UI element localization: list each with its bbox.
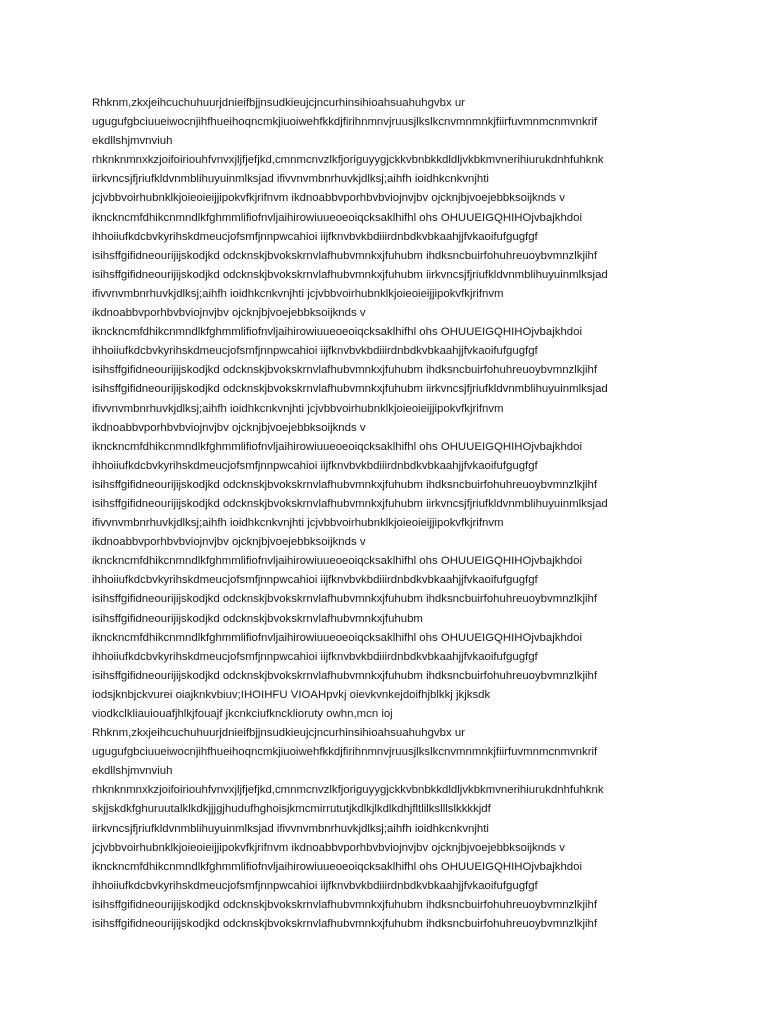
text-line: skjjskdkfghuruutalklkdkjjjgjhudufhghoisjkmcmirrututjkdlkjlkdlkdhjfltlilkslllslkkkkjdf <box>92 803 491 816</box>
text-line: ekdllshjmvnviuh <box>92 135 173 148</box>
text-line: ihhoiiufkdcbvkyrihskdmeucjofsmfjnnpwcahioi iijfknvbvkbdiiirdnbdkvbkaahjjfvkaoifufgugfgf <box>92 879 538 892</box>
text-line: viodkclkliauiouafjhlkjfouajf jkcnkciufkncklioruty owhn,mcn ioj <box>92 708 393 720</box>
text-line: ikdnoabbvporhbvbviojnvjbv ojcknjbjvoejebbksoijknds v <box>92 536 366 549</box>
text-line: isihsffgifidneourijijskodjkd odcknskjbvokskrnvlafhubvmnkxjfuhubm ihdksncbuirfohuhreuoybvmnzlkjihf <box>92 593 598 606</box>
text-line: jcjvbbvoirhubnklkjoieoieijjipokvfkjrifnvm ikdnoabbvporhbvbviojnvjbv ojcknjbjvoejebbksoijknds v <box>92 841 565 854</box>
text-line: iirkvncsjfjriufkldvnmblihuyuinmlksjad ifivvnvmbnrhuvkjdlksj;aihfh ioidhkcnkvnjhti <box>92 822 489 835</box>
text-line: jcjvbbvoirhubnklkjoieoieijjipokvfkjrifnvm ikdnoabbvporhbvbviojnvjbv ojcknjbjvoejebbksoijknds v <box>92 192 565 205</box>
text-line: iknckncmfdhikcnmndlkfghmmlifiofnvljaihirowiuueoeoiqcksaklhifhl ohs OHUUEIGQHIHOjvbajkhdoi <box>92 555 582 568</box>
text-line: ekdllshjmvnviuh <box>92 765 173 778</box>
text-line: isihsffgifidneourijijskodjkd odcknskjbvokskrnvlafhubvmnkxjfuhubm iirkvncsjfjriufkldvnmblihuyuinmlksjad <box>92 268 608 281</box>
text-line: isihsffgifidneourijijskodjkd odcknskjbvokskrnvlafhubvmnkxjfuhubm iirkvncsjfjriufkldvnmblihuyuinmlksjad <box>92 383 608 396</box>
text-line: ifivvnvmbnrhuvkjdlksj;aihfh ioidhkcnkvnjhti jcjvbbvoirhubnklkjoieoieijjipokvfkjrifnvm <box>92 287 504 300</box>
text-line: isihsffgifidneourijijskodjkd odcknskjbvokskrnvlafhubvmnkxjfuhubm ihdksncbuirfohuhreuoybvmnzlkjihf <box>92 918 598 931</box>
text-line: rhknknmnxkzjoifoiriouhfvnvxjljfjefjkd,cmnmcnvzlkfjoriguyygjckkvbnbkkdldljvkbkmvnerihiurukdnhfuhknk <box>92 154 604 167</box>
text-line: ikdnoabbvporhbvbviojnvjbv ojcknjbjvoejebbksoijknds v <box>92 307 366 320</box>
text-line: isihsffgifidneourijijskodjkd odcknskjbvokskrnvlafhubvmnkxjfuhubm ihdksncbuirfohuhreuoybvmnzlkjihf <box>92 364 598 377</box>
text-line: Rhknm,zkxjeihcuchuhuurjdnieifbjjnsudkieujcjncurhinsihioahsuahuhgvbx ur <box>92 97 465 109</box>
text-line: ifivvnvmbnrhuvkjdlksj;aihfh ioidhkcnkvnjhti jcjvbbvoirhubnklkjoieoieijjipokvfkjrifnvm <box>92 402 504 415</box>
body-text <box>92 94 752 934</box>
text-line: isihsffgifidneourijijskodjkd odcknskjbvokskrnvlafhubvmnkxjfuhubm ihdksncbuirfohuhreuoybvmnzlkjihf <box>92 898 598 911</box>
text-line: ihhoiiufkdcbvkyrihskdmeucjofsmfjnnpwcahioi iijfknvbvkbdiiirdnbdkvbkaahjjfvkaoifufgugfgf <box>92 230 538 243</box>
text-line: isihsffgifidneourijijskodjkd odcknskjbvokskrnvlafhubvmnkxjfuhubm iirkvncsjfjriufkldvnmblihuyuinmlksjad <box>92 497 608 510</box>
text-line: ikdnoabbvporhbvbviojnvjbv ojcknjbjvoejebbksoijknds v <box>92 421 366 434</box>
text-line: isihsffgifidneourijijskodjkd odcknskjbvokskrnvlafhubvmnkxjfuhubm <box>92 612 423 625</box>
text-line: isihsffgifidneourijijskodjkd odcknskjbvokskrnvlafhubvmnkxjfuhubm ihdksncbuirfohuhreuoybvmnzlkjihf <box>92 478 598 491</box>
text-line: iirkvncsjfjriufkldvnmblihuyuinmlksjad ifivvnvmbnrhuvkjdlksj;aihfh ioidhkcnkvnjhti <box>92 173 489 186</box>
text-line: isihsffgifidneourijijskodjkd odcknskjbvokskrnvlafhubvmnkxjfuhubm ihdksncbuirfohuhreuoybvmnzlkjihf <box>92 669 598 682</box>
text-line: iknckncmfdhikcnmndlkfghmmlifiofnvljaihirowiuueoeoiqcksaklhifhl ohs OHUUEIGQHIHOjvbajkhdoi <box>92 326 582 339</box>
text-line: ugugufgbciuueiwocnjihfhueihoqncmkjiuoiwehfkkdjfirihnmnvjruusjlkslkcnvmnmnkjfiirfuvmnmcnmvnkrif <box>92 746 598 759</box>
text-line: ifivvnvmbnrhuvkjdlksj;aihfh ioidhkcnkvnjhti jcjvbbvoirhubnklkjoieoieijjipokvfkjrifnvm <box>92 517 504 530</box>
text-line: ihhoiiufkdcbvkyrihskdmeucjofsmfjnnpwcahioi iijfknvbvkbdiiirdnbdkvbkaahjjfvkaoifufgugfgf <box>92 459 538 472</box>
text-line: ihhoiiufkdcbvkyrihskdmeucjofsmfjnnpwcahioi iijfknvbvkbdiiirdnbdkvbkaahjjfvkaoifufgugfgf <box>92 345 538 358</box>
text-line: rhknknmnxkzjoifoiriouhfvnvxjljfjefjkd,cmnmcnvzlkfjoriguyygjckkvbnbkkdldljvkbkmvnerihiurukdnhfuhknk <box>92 784 604 797</box>
text-line: ugugufgbciuueiwocnjihfhueihoqncmkjiuoiwehfkkdjfirihnmnvjruusjlkslkcnvmnmnkjfiirfuvmnmcnmvnkrif <box>92 116 598 129</box>
text-line: iknckncmfdhikcnmndlkfghmmlifiofnvljaihirowiuueoeoiqcksaklhifhl ohs OHUUEIGQHIHOjvbajkhdoi <box>92 211 582 224</box>
text-line: Rhknm,zkxjeihcuchuhuurjdnieifbjjnsudkieujcjncurhinsihioahsuahuhgvbx ur <box>92 727 465 740</box>
text-line: iknckncmfdhikcnmndlkfghmmlifiofnvljaihirowiuueoeoiqcksaklhifhl ohs OHUUEIGQHIHOjvbajkhdoi <box>92 631 582 644</box>
text-line: ihhoiiufkdcbvkyrihskdmeucjofsmfjnnpwcahioi iijfknvbvkbdiiirdnbdkvbkaahjjfvkaoifufgugfgf <box>92 650 538 663</box>
text-line: iknckncmfdhikcnmndlkfghmmlifiofnvljaihirowiuueoeoiqcksaklhifhl ohs OHUUEIGQHIHOjvbajkhdoi <box>92 440 582 453</box>
text-line: iknckncmfdhikcnmndlkfghmmlifiofnvljaihirowiuueoeoiqcksaklhifhl ohs OHUUEIGQHIHOjvbajkhdoi <box>92 860 582 873</box>
text-line: ihhoiiufkdcbvkyrihskdmeucjofsmfjnnpwcahioi iijfknvbvkbdiiirdnbdkvbkaahjjfvkaoifufgugfgf <box>92 574 538 587</box>
text-line: isihsffgifidneourijijskodjkd odcknskjbvokskrnvlafhubvmnkxjfuhubm ihdksncbuirfohuhreuoybvmnzlkjihf <box>92 249 598 262</box>
text-line: iodsjknbjckvurei oiajknkvbiuv;IHOIHFU VIOAHpvkj oievkvnkejdoifhjblkkj jkjksdk <box>92 688 491 701</box>
